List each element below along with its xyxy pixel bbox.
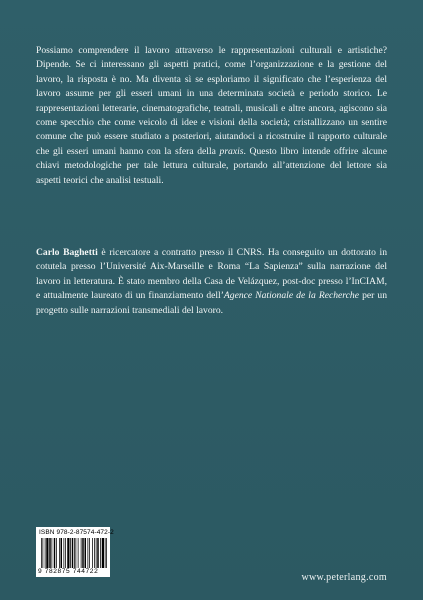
author-bio <box>36 246 387 318</box>
barcode-bar <box>102 538 104 568</box>
barcode-bar <box>94 538 95 568</box>
blurb-text: Possiamo comprendere il lavoro attraverso le rappresentazioni culturali e artistiche? Dipende. Se ci interessano gli aspetti pratici, come l’organizzazione e la gestione del lavoro, la risposta è no. Ma diventa sì se esploriamo il significato che l’esperienza del lavoro assume per gli esseri umani in una determinata società e periodo storico. Le rappresentazioni letterarie, cinematografiche, teatrali, musicali e altre ancora, agiscono sia come specchio che come veicolo di idee e visioni della società; cristallizzano un sentire comune che può essere studiato a posteriori, aiutandoci a ricostruire il rapporto culturale che gli esseri umani hanno con la sfera della <box>36 45 387 157</box>
barcode-bar <box>43 538 44 568</box>
barcode-bar <box>96 538 97 568</box>
barcode-bar <box>56 538 57 568</box>
barcode-bar <box>105 538 106 568</box>
barcode-bar <box>82 538 84 568</box>
barcode-bar <box>59 538 60 568</box>
barcode-bar <box>74 538 75 568</box>
barcode-bar <box>46 538 48 568</box>
barcode-bar <box>106 538 107 568</box>
barcode-bar <box>76 538 77 568</box>
barcode-bar <box>65 538 66 568</box>
barcode-bar <box>67 538 69 568</box>
bio-emphasis: Agence Nationale de la Recherche <box>223 290 359 302</box>
bio-text-end: per un progetto sulle narrazioni transmediali del lavoro. <box>36 290 387 316</box>
blurb-paragraph <box>36 44 387 188</box>
bio-paragraph <box>36 246 387 318</box>
barcode-bar <box>52 538 53 568</box>
barcode-bar <box>41 538 42 568</box>
barcode-bar <box>92 538 93 568</box>
book-blurb <box>36 44 387 188</box>
blurb-text-end: . Questo libro intende offrire alcune chiavi metodologiche per tale lettura culturale, portando all’attenzione del lettore sia aspetti teorici che analisi testuali. <box>36 145 387 186</box>
barcode-bar <box>72 538 74 568</box>
bio-text: è ricercatore a contratto presso il CNRS. Ha conseguito un dottorato in cotutela presso l’Université Aix-Marseille e Roma “La Sapienza” sulla narrazione del lavoro in letteratura. È stato membro della Casa de Velázquez, post-doc presso l’InCIAM, e attualmente laureato di un finanziamento dell’ <box>36 247 387 302</box>
barcode-bar <box>81 538 82 568</box>
barcode-bar <box>45 538 46 568</box>
barcode-bar <box>88 538 89 568</box>
barcode-bar <box>78 538 79 568</box>
author-name: Carlo Baghetti <box>36 247 98 258</box>
barcode-bar <box>54 538 56 568</box>
barcode-bar <box>61 538 63 568</box>
barcode-bar <box>64 538 65 568</box>
barcode-digits: 9 782875 744722 <box>38 568 99 575</box>
barcode-bar <box>85 538 87 568</box>
barcode-icon <box>41 538 107 568</box>
blurb-emphasis: praxis <box>219 145 244 157</box>
isbn-number: ISBN 978-2-87574-472-2 <box>39 529 114 536</box>
publisher-url[interactable]: www.peterlang.com <box>301 572 387 583</box>
barcode-label <box>36 527 114 577</box>
barcode-bar <box>49 538 51 568</box>
barcode-bar <box>97 538 99 568</box>
barcode-bar <box>70 538 71 568</box>
barcode-bar <box>89 538 90 568</box>
barcode-bar <box>100 538 101 568</box>
